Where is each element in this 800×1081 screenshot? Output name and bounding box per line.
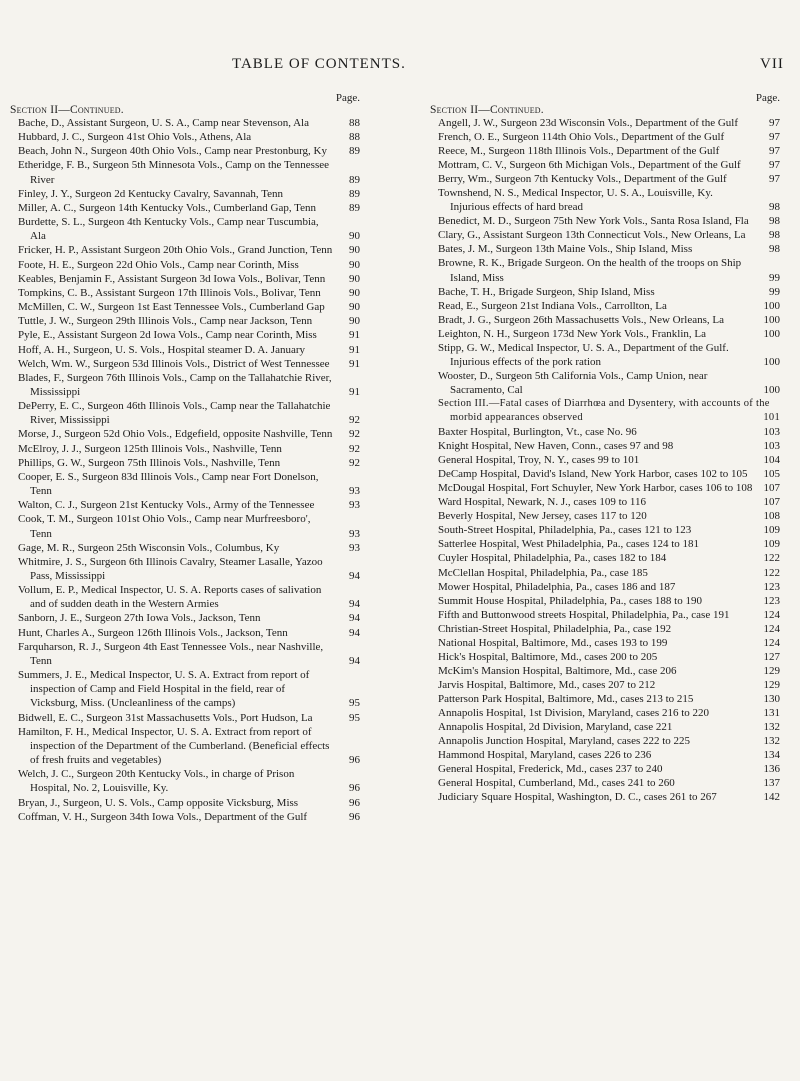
toc-entry-text: Burdette, S. L., Surgeon 4th Kentucky Vols., Camp near Tuscumbia, Ala (18, 216, 319, 243)
toc-entry-text: Stipp, G. W., Medical Inspector, U. S. A., Department of the Gulf. Injurious effects of the pork ration (438, 341, 729, 368)
toc-entry-page: 108 (763, 510, 780, 523)
toc-entry-text: Finley, J. Y., Surgeon 2d Kentucky Cavalry, Savannah, Tenn (18, 187, 284, 200)
toc-entry-page: 92 (349, 456, 360, 469)
toc-entry (430, 790, 780, 804)
toc-entry (430, 551, 780, 565)
toc-entry (10, 215, 360, 243)
page-title: TABLE OF CONTENTS. (232, 56, 406, 72)
toc-entry-page: 97 (769, 159, 780, 172)
toc-entry-page: 142 (763, 791, 780, 804)
toc-entry-text: Hunt, Charles A., Surgeon 126th Illinois Vols., Jackson, Tenn (18, 626, 288, 639)
toc-entry (430, 678, 780, 692)
toc-entry-text: Hubbard, J. C., Surgeon 41st Ohio Vols., Athens, Ala (18, 131, 252, 144)
toc-entry-page: 97 (769, 117, 780, 129)
toc-entry (10, 187, 360, 201)
toc-entry-page: 90 (349, 230, 360, 243)
toc-entry-text: Judiciary Square Hospital, Washington, D. C., cases 261 to 267 (438, 791, 717, 804)
toc-entry-text: Fricker, H. P., Assistant Surgeon 20th Ohio Vols., Grand Junction, Tenn (18, 244, 333, 257)
toc-entry-text: Cooper, E. S., Surgeon 83d Illinois Vols., Camp near Fort Donelson, Tenn (18, 470, 319, 498)
toc-entry-page: 92 (349, 428, 360, 441)
toc-entry-page: 99 (769, 285, 780, 298)
toc-entry-page: 94 (349, 570, 360, 582)
toc-entry-page: 124 (763, 608, 780, 621)
toc-entry (430, 327, 780, 341)
toc-entry-text: Welch, Wm. W., Surgeon 53d Illinois Vols., District of West Tennessee (18, 357, 330, 370)
toc-entry (430, 285, 780, 299)
toc-entry-text: Summit House Hospital, Philadelphia, Pa., cases 188 to 190 (438, 594, 702, 607)
toc-entry (10, 810, 360, 824)
toc-entry-text: McClellan Hospital, Philadelphia, Pa., case 185 (438, 566, 648, 579)
toc-entry (10, 626, 360, 640)
toc-entry-text: Knight Hospital, New Haven, Conn., cases 97 and 98 (438, 440, 674, 453)
toc-entry-page: 90 (349, 286, 360, 299)
toc-entry-page: 96 (349, 754, 360, 767)
toc-entry-page: 100 (763, 383, 780, 396)
toc-entry-page: 90 (349, 272, 360, 285)
toc-entry-text: Miller, A. C., Surgeon 14th Kentucky Vols., Cumberland Gap, Tenn (18, 201, 317, 214)
toc-entry (430, 664, 780, 678)
toc-entry (10, 767, 360, 795)
toc-entry (10, 158, 360, 186)
toc-entry (430, 523, 780, 537)
toc-entry-page: 90 (349, 315, 360, 328)
toc-entry (430, 130, 780, 144)
toc-entry (10, 796, 360, 810)
toc-entry-page: 96 (349, 782, 360, 795)
toc-entry-page: 92 (349, 414, 360, 427)
toc-entry-page: 100 (763, 299, 780, 312)
page-column-label: Page. (755, 92, 780, 104)
toc-entry-page: 100 (763, 313, 780, 326)
toc-entry (10, 371, 360, 399)
toc-entry-page: 129 (763, 664, 780, 677)
toc-entry (430, 580, 780, 594)
toc-entry-page: 96 (349, 810, 360, 823)
toc-entry-text: Annapolis Junction Hospital, Maryland, cases 222 to 225 (438, 735, 691, 748)
toc-entry-page: 95 (349, 697, 360, 710)
toc-entry-page: 132 (763, 735, 780, 748)
toc-entry-text: Read, E., Surgeon 21st Indiana Vols., Carrollton, La (438, 299, 667, 312)
toc-entry-text: Reece, M., Surgeon 118th Illinois Vols., Department of the Gulf (438, 145, 720, 158)
section-heading: Section II—Continued. (10, 104, 124, 116)
toc-entry-page: 91 (349, 343, 360, 356)
toc-entry-text: Cook, T. M., Surgeon 101st Ohio Vols., Camp near Murfreesboro', Tenn (18, 513, 311, 540)
toc-entry (10, 286, 360, 300)
toc-entry-text: McMillen, C. W., Surgeon 1st East Tennessee Vols., Cumberland Gap (18, 301, 325, 314)
toc-entry (430, 228, 780, 242)
toc-entry-page: 94 (349, 598, 360, 611)
toc-entry-page: 97 (769, 173, 780, 186)
toc-entry (430, 439, 780, 453)
toc-entry-text: General Hospital, Cumberland, Md., cases 241 to 260 (438, 777, 675, 790)
toc-entry-text: Bache, D., Assistant Surgeon, U. S. A., Camp near Stevenson, Ala (18, 117, 309, 129)
toc-entry-page: 124 (763, 622, 780, 635)
toc-entry (430, 369, 780, 397)
toc-entry (10, 272, 360, 286)
toc-entry-page: 123 (763, 580, 780, 593)
toc-entry (10, 343, 360, 357)
toc-entry-page: 98 (769, 229, 780, 242)
toc-entry (430, 313, 780, 327)
toc-entry (10, 668, 360, 710)
section-three-title: Section III.—Fatal cases of Diarrhœa and Dysentery, with accounts of the morbid appearances observed (438, 397, 770, 423)
toc-entry-page: 134 (763, 749, 780, 762)
toc-entry-page: 103 (763, 440, 780, 453)
toc-entry (430, 172, 780, 186)
toc-entry-page: 91 (349, 329, 360, 342)
toc-entry-page: 107 (763, 482, 780, 495)
toc-entry (430, 158, 780, 172)
toc-entry (430, 734, 780, 748)
toc-entry-page: 98 (769, 215, 780, 228)
toc-entry-text: Morse, J., Surgeon 52d Ohio Vols., Edgefield, opposite Nashville, Tenn (18, 428, 333, 441)
toc-entry (430, 636, 780, 650)
toc-entry-text: Satterlee Hospital, West Philadelphia, Pa., cases 124 to 181 (438, 538, 700, 551)
toc-entry-text: Angell, J. W., Surgeon 23d Wisconsin Vols., Department of the Gulf (438, 117, 739, 129)
toc-entry-text: General Hospital, Troy, N. Y., cases 99 to 101 (438, 454, 640, 467)
toc-entry-page: 93 (349, 499, 360, 512)
toc-entry-page: 131 (763, 706, 780, 719)
toc-entry-text: McKim's Mansion Hospital, Baltimore, Md., case 206 (438, 664, 677, 677)
toc-entry-page: 97 (769, 131, 780, 144)
toc-entry-page: 136 (763, 763, 780, 776)
toc-entry-page: 122 (763, 552, 780, 565)
toc-entry-text: Beverly Hospital, New Jersey, cases 117 to 120 (438, 510, 647, 523)
toc-entry-page: 96 (349, 796, 360, 809)
toc-entry-page: 93 (349, 527, 360, 540)
toc-entry (10, 442, 360, 456)
toc-entry-text: Beach, John N., Surgeon 40th Ohio Vols., Camp near Prestonburg, Ky (18, 145, 328, 158)
toc-entry-page: 94 (349, 612, 360, 625)
toc-entry (430, 566, 780, 580)
toc-entry-text: Walton, C. J., Surgeon 21st Kentucky Vols., Army of the Tennessee (18, 499, 315, 512)
toc-entry (430, 594, 780, 608)
toc-entry-text: Blades, F., Surgeon 76th Illinois Vols., Camp on the Tallahatchie River, Mississippi (18, 371, 332, 398)
toc-entry-text: Annapolis Hospital, 1st Division, Maryland, cases 216 to 220 (438, 706, 710, 719)
toc-entry (430, 144, 780, 158)
toc-entry-page: 98 (769, 201, 780, 214)
toc-entry (10, 427, 360, 441)
toc-entry-text: Benedict, M. D., Surgeon 75th New York Vols., Santa Rosa Island, Fla (438, 215, 749, 228)
toc-entry (430, 467, 780, 481)
section-heading: Section II—Continued. (430, 104, 544, 116)
toc-entry-text: Hoff, A. H., Surgeon, U. S. Vols., Hospital steamer D. A. January (18, 343, 306, 356)
toc-entry-text: Bradt, J. G., Surgeon 26th Massachusetts Vols., New Orleans, La (438, 313, 724, 326)
toc-entry (10, 711, 360, 725)
toc-entry-text: Tuttle, J. W., Surgeon 29th Illinois Vols., Camp near Jackson, Tenn (18, 315, 313, 328)
toc-entry-page: 90 (349, 301, 360, 314)
toc-entry (10, 258, 360, 272)
toc-entry-text: Tompkins, C. B., Assistant Surgeon 17th Illinois Vols., Bolivar, Tenn (18, 286, 321, 299)
toc-entry (430, 762, 780, 776)
toc-entry-text: Bates, J. M., Surgeon 13th Maine Vols., Ship Island, Miss (438, 243, 693, 256)
toc-entry (10, 144, 360, 158)
toc-entry-page: 100 (763, 355, 780, 368)
toc-entry-text: Phillips, G. W., Surgeon 75th Illinois Vols., Nashville, Tenn (18, 456, 281, 469)
toc-entry-page: 94 (349, 654, 360, 667)
toc-entry-page: 89 (349, 173, 360, 186)
toc-entry (10, 357, 360, 371)
toc-entry-page: 105 (763, 468, 780, 481)
toc-entry-text: Jarvis Hospital, Baltimore, Md., cases 207 to 212 (438, 678, 656, 691)
toc-entry-text: Berry, Wm., Surgeon 7th Kentucky Vols., Department of the Gulf (438, 173, 727, 186)
toc-entry (430, 214, 780, 228)
toc-entry (10, 130, 360, 144)
toc-entry-text: Fifth and Buttonwood streets Hospital, Philadelphia, Pa., case 191 (438, 608, 730, 621)
toc-entry-text: Pyle, E., Assistant Surgeon 2d Iowa Vols., Camp near Corinth, Miss (18, 329, 317, 342)
toc-entry-page: 107 (763, 496, 780, 509)
toc-entry-page: 109 (763, 538, 780, 551)
toc-entry-text: Summers, J. E., Medical Inspector, U. S. A. Extract from report of inspection of Camp and Field Hospital in the field, rear of Vicksburg, Miss. (Uncleanliness of the camps) (18, 669, 310, 710)
toc-entry-text: Bryan, J., Surgeon, U. S. Vols., Camp opposite Vicksburg, Miss (18, 796, 299, 809)
toc-entry-text: Hick's Hospital, Baltimore, Md., cases 200 to 205 (438, 650, 658, 663)
toc-entry (10, 555, 360, 583)
toc-entry-text: French, O. E., Surgeon 114th Ohio Vols., Department of the Gulf (438, 131, 725, 144)
toc-entry-text: Coffman, V. H., Surgeon 34th Iowa Vols., Department of the Gulf (18, 810, 308, 823)
toc-entry (430, 608, 780, 622)
toc-entry-text: DeCamp Hospital, David's Island, New York Harbor, cases 102 to 105 (438, 468, 748, 481)
section-three-page: 101 (763, 411, 780, 423)
toc-entry (430, 242, 780, 256)
toc-entry-text: Patterson Park Hospital, Baltimore, Md., cases 213 to 215 (438, 692, 694, 705)
toc-entry (430, 622, 780, 636)
toc-entry (430, 495, 780, 509)
page-header (0, 56, 800, 76)
toc-entry-text: Leighton, N. H., Surgeon 173d New York Vols., Franklin, La (438, 327, 706, 340)
toc-entry (10, 456, 360, 470)
toc-entry (10, 725, 360, 767)
toc-entry (10, 116, 360, 130)
entry-list (430, 425, 780, 804)
section-three-heading (430, 397, 780, 425)
toc-entry-page: 130 (763, 692, 780, 705)
entry-list (430, 116, 780, 397)
toc-entry (10, 640, 360, 668)
toc-entry (430, 706, 780, 720)
toc-entry-page: 93 (349, 485, 360, 498)
toc-entry-page: 124 (763, 636, 780, 649)
toc-entry (430, 299, 780, 313)
toc-entry (10, 611, 360, 625)
toc-entry-text: Cuyler Hospital, Philadelphia, Pa., cases 182 to 184 (438, 552, 667, 565)
toc-entry-page: 104 (763, 454, 780, 467)
toc-entry-text: Foote, H. E., Surgeon 22d Ohio Vols., Camp near Corinth, Miss (18, 258, 299, 271)
toc-entry (430, 692, 780, 706)
toc-entry-page: 129 (763, 678, 780, 691)
toc-entry (10, 541, 360, 555)
toc-entry (10, 201, 360, 215)
toc-entry (10, 328, 360, 342)
toc-entry-text: Bache, T. H., Brigade Surgeon, Ship Island, Miss (438, 285, 655, 298)
toc-entry-text: Farquharson, R. J., Surgeon 4th East Tennessee Vols., near Nashville, Tenn (18, 640, 324, 667)
toc-entry-text: Christian-Street Hospital, Philadelphia, Pa., case 192 (438, 622, 672, 635)
right-column (430, 92, 780, 804)
toc-entry-text: Baxter Hospital, Burlington, Vt., case No. 96 (438, 426, 637, 439)
toc-entry (10, 512, 360, 540)
toc-entry-page: 92 (349, 442, 360, 455)
toc-entry (430, 748, 780, 762)
toc-entry-page: 123 (763, 594, 780, 607)
toc-entry-page: 91 (349, 385, 360, 398)
toc-entry (430, 256, 780, 284)
toc-entry (430, 720, 780, 734)
toc-entry-text: Hamilton, F. H., Medical Inspector, U. S. A. Extract from report of inspection of the Department of the Cumberland. (Beneficial effects of fresh fruits and vegetables) (18, 725, 330, 767)
toc-entry (10, 300, 360, 314)
toc-entry-text: Gage, M. R., Surgeon 25th Wisconsin Vols., Columbus, Ky (18, 541, 280, 554)
toc-entry-page: 95 (349, 711, 360, 724)
toc-entry-text: Browne, R. K., Brigade Surgeon. On the health of the troops on Ship Island, Miss (438, 257, 742, 284)
toc-entry-text: Mottram, C. V., Surgeon 6th Michigan Vols., Department of the Gulf (438, 159, 741, 172)
toc-entry-page: 88 (349, 131, 360, 144)
toc-entry-text: Etheridge, F. B., Surgeon 5th Minnesota Vols., Camp on the Tennessee River (18, 159, 330, 186)
toc-entry-text: South-Street Hospital, Philadelphia, Pa., cases 121 to 123 (438, 524, 692, 537)
toc-entry (430, 537, 780, 551)
toc-entry-page: 94 (349, 626, 360, 639)
toc-entry-page: 122 (763, 566, 780, 579)
toc-entry-text: Annapolis Hospital, 2d Division, Maryland, case 221 (438, 721, 673, 734)
toc-entry (430, 453, 780, 467)
toc-entry-text: DePerry, E. C., Surgeon 46th Illinois Vols., Camp near the Tallahatchie River, Mississippi (18, 400, 331, 427)
toc-entry-text: Vollum, E. P., Medical Inspector, U. S. A. Reports cases of salivation and of sudden death in the Western Armies (18, 584, 322, 611)
toc-entry-text: Bidwell, E. C., Surgeon 31st Massachusetts Vols., Port Hudson, La (18, 711, 313, 724)
toc-entry (10, 470, 360, 498)
toc-entry-page: 137 (763, 777, 780, 790)
entry-list (10, 116, 360, 824)
toc-entry (430, 116, 780, 130)
toc-entry-text: Ward Hospital, Newark, N. J., cases 109 to 116 (438, 496, 646, 509)
toc-entry-page: 90 (349, 258, 360, 271)
toc-entry-page: 89 (349, 201, 360, 214)
page-number: VII (760, 56, 784, 72)
toc-entry-text: Clary, G., Assistant Surgeon 13th Connecticut Vols., New Orleans, La (438, 229, 746, 242)
toc-entry (430, 341, 780, 369)
toc-entry-text: Whitmire, J. S., Surgeon 6th Illinois Cavalry, Steamer Lasalle, Yazoo Pass, Mississippi (18, 555, 323, 582)
toc-entry-page: 89 (349, 187, 360, 200)
toc-entry-page: 97 (769, 145, 780, 158)
toc-entry (430, 481, 780, 495)
page-column-label: Page. (335, 92, 360, 104)
toc-entry-text: Hammond Hospital, Maryland, cases 226 to 236 (438, 749, 652, 762)
toc-entry (430, 186, 780, 214)
toc-entry-text: National Hospital, Baltimore, Md., cases 193 to 199 (438, 636, 668, 649)
toc-entry-page: 99 (769, 271, 780, 284)
toc-entry-text: McDougal Hospital, Fort Schuyler, New York Harbor, cases 106 to 108 (438, 482, 753, 495)
toc-entry (430, 509, 780, 523)
toc-entry-page: 93 (349, 541, 360, 554)
toc-entry-page: 127 (763, 650, 780, 663)
toc-entry-text: Townshend, N. S., Medical Inspector, U. S. A., Louisville, Ky. Injurious effects of hard bread (438, 187, 713, 214)
toc-entry-text: Wooster, D., Surgeon 5th California Vols., Camp Union, near Sacramento, Cal (438, 369, 708, 396)
toc-entry-page: 90 (349, 244, 360, 257)
toc-entry-text: Sanborn, J. E., Surgeon 27th Iowa Vols., Jackson, Tenn (18, 612, 261, 625)
toc-entry-page: 98 (769, 243, 780, 256)
toc-entry-text: Mower Hospital, Philadelphia, Pa., cases 186 and 187 (438, 580, 676, 593)
left-column (10, 92, 360, 824)
toc-entry (430, 425, 780, 439)
toc-entry (10, 243, 360, 257)
toc-entry-text: Welch, J. C., Surgeon 20th Kentucky Vols., in charge of Prison Hospital, No. 2, Louisville, Ky. (18, 768, 295, 795)
toc-entry (10, 583, 360, 611)
toc-entry-text: Keables, Benjamin F., Assistant Surgeon 3d Iowa Vols., Bolivar, Tenn (18, 272, 326, 285)
toc-entry-page: 109 (763, 524, 780, 537)
toc-entry-page: 132 (763, 721, 780, 734)
toc-entry-page: 89 (349, 145, 360, 158)
toc-entry (430, 650, 780, 664)
toc-entry (430, 776, 780, 790)
toc-entry (10, 314, 360, 328)
toc-entry-page: 91 (349, 357, 360, 370)
toc-entry (10, 498, 360, 512)
toc-entry-page: 100 (763, 327, 780, 340)
toc-entry-text: General Hospital, Frederick, Md., cases 237 to 240 (438, 763, 663, 776)
toc-entry-page: 103 (763, 426, 780, 439)
toc-entry-text: McElroy, J. J., Surgeon 125th Illinois Vols., Nashville, Tenn (18, 442, 282, 455)
toc-entry (10, 399, 360, 427)
toc-entry-page: 88 (349, 117, 360, 129)
